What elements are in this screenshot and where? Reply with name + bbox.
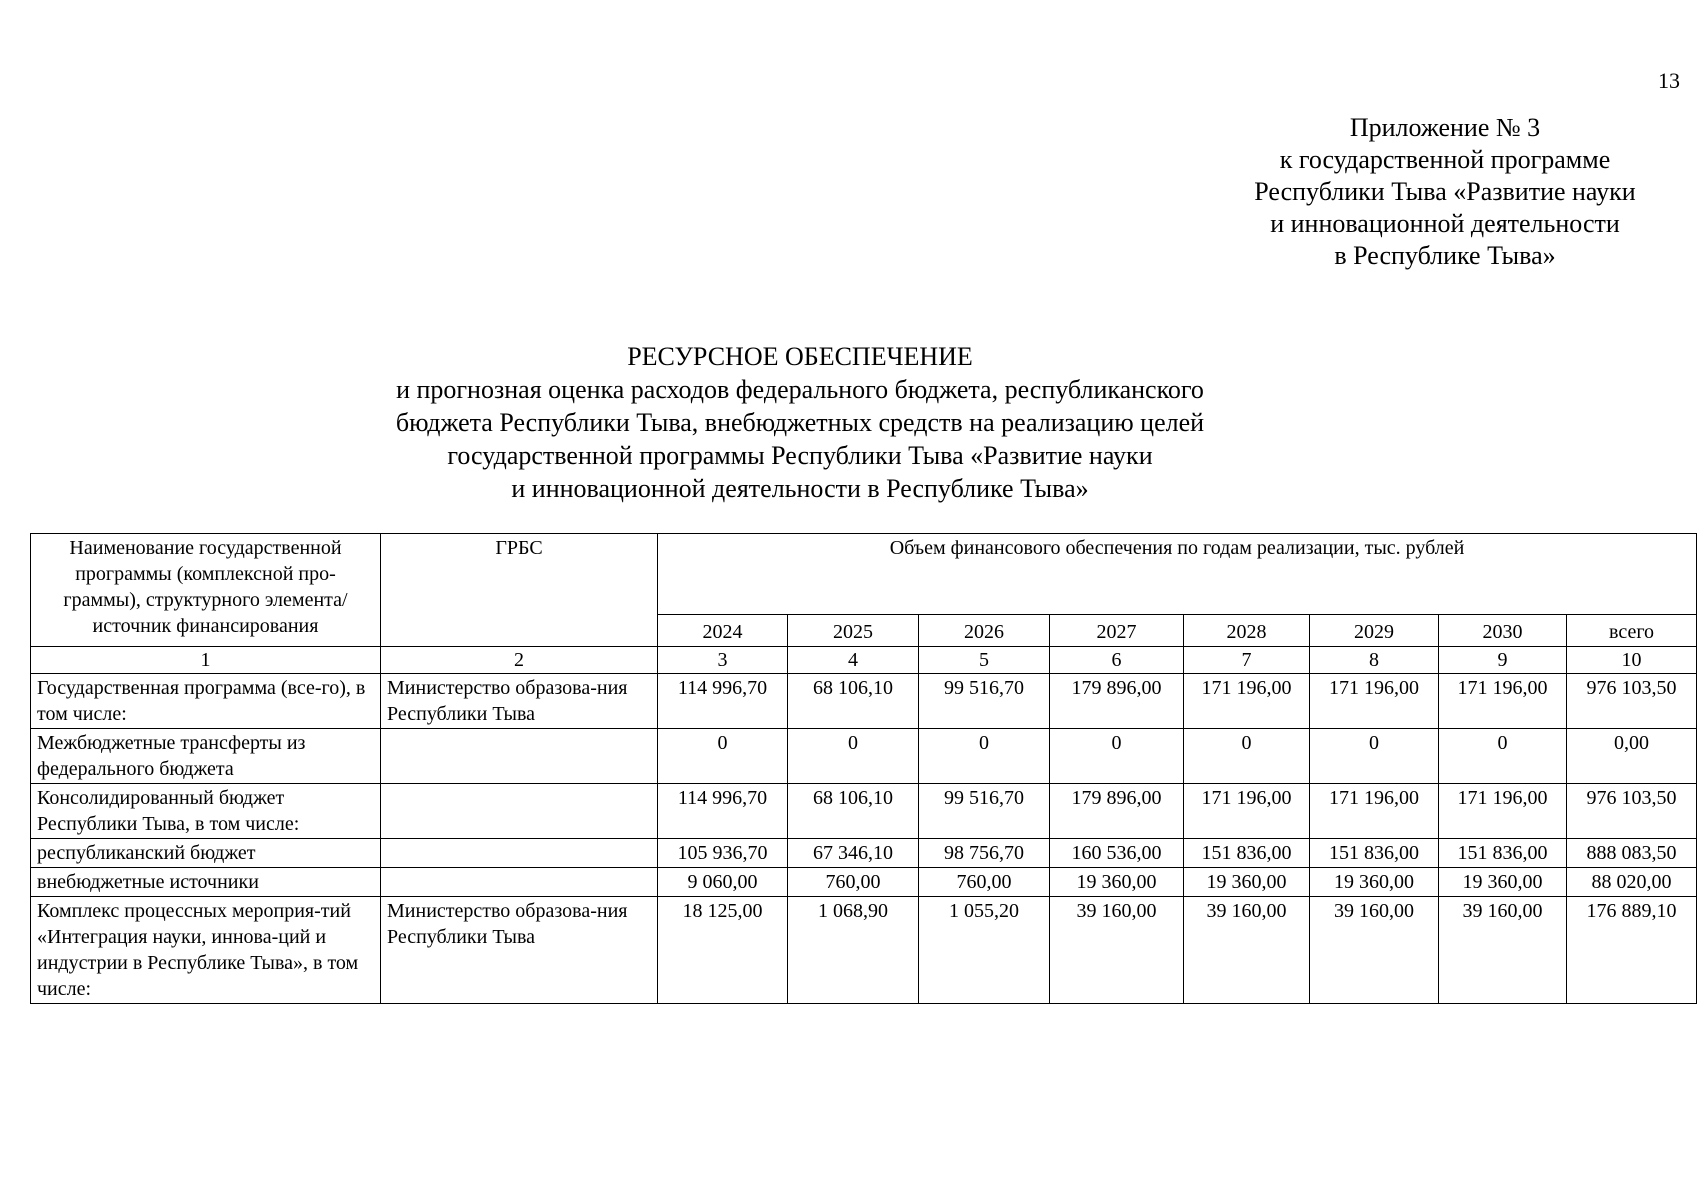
- appendix-line: к государственной программе: [1279, 145, 1611, 174]
- col-number: 6: [1050, 647, 1184, 674]
- row-value: 171 196,00: [1310, 674, 1439, 729]
- column-numbers-row: [31, 647, 1697, 674]
- appendix-caption: [1205, 112, 1685, 272]
- header-year: 2026: [919, 615, 1050, 647]
- header-volume-col: Объем финансового обеспечения по годам реализации, тыс. рублей: [658, 534, 1697, 615]
- row-value: 1 055,20: [919, 897, 1050, 1004]
- row-grbs: Министерство образова-ния Республики Тыва: [381, 674, 658, 729]
- row-value: 0: [919, 729, 1050, 784]
- table-row: [31, 784, 1697, 839]
- document-title: [300, 340, 1300, 505]
- row-grbs: [381, 784, 658, 839]
- row-value: 171 196,00: [1439, 784, 1567, 839]
- col-number: 2: [381, 647, 658, 674]
- row-value: 171 196,00: [1310, 784, 1439, 839]
- row-value: 151 836,00: [1439, 839, 1567, 868]
- row-value: 19 360,00: [1050, 868, 1184, 897]
- col-number: 8: [1310, 647, 1439, 674]
- row-value: 19 360,00: [1439, 868, 1567, 897]
- row-grbs: [381, 839, 658, 868]
- row-value: 760,00: [919, 868, 1050, 897]
- header-year: 2030: [1439, 615, 1567, 647]
- row-value: 171 196,00: [1439, 674, 1567, 729]
- appendix-line: Республики Тыва «Развитие науки: [1254, 177, 1636, 206]
- row-value: 0: [1310, 729, 1439, 784]
- page-number: 13: [1658, 68, 1680, 93]
- title-line: государственной программы Республики Тыва «Развитие науки: [447, 441, 1153, 470]
- table-row: [31, 674, 1697, 729]
- row-value: 67 346,10: [788, 839, 919, 868]
- table-row: [31, 839, 1697, 868]
- row-name: Консолидированный бюджет Республики Тыва, в том числе:: [31, 784, 381, 839]
- row-grbs: [381, 868, 658, 897]
- row-value: 160 536,00: [1050, 839, 1184, 868]
- row-value: 171 196,00: [1184, 674, 1310, 729]
- row-value-total: 176 889,10: [1567, 897, 1697, 1004]
- header-year: 2024: [658, 615, 788, 647]
- row-value: 0: [788, 729, 919, 784]
- row-value: 19 360,00: [1310, 868, 1439, 897]
- appendix-line: и инновационной деятельности: [1270, 209, 1620, 238]
- row-value: 760,00: [788, 868, 919, 897]
- col-number: 5: [919, 647, 1050, 674]
- row-value: 9 060,00: [658, 868, 788, 897]
- row-name: Комплекс процессных мероприя-тий «Интеграция науки, иннова-ций и индустрии в Республике Тыва», в том числе:: [31, 897, 381, 1004]
- row-value: 171 196,00: [1184, 784, 1310, 839]
- row-value-total: 0,00: [1567, 729, 1697, 784]
- row-value: 0: [658, 729, 788, 784]
- row-value: 179 896,00: [1050, 784, 1184, 839]
- header-name-col: Наименование государственной программы (комплексной про-граммы), структурного элемента/ источник финансирования: [31, 534, 381, 647]
- title-line: и инновационной деятельности в Республике Тыва»: [511, 474, 1089, 503]
- row-name: внебюджетные источники: [31, 868, 381, 897]
- col-number: 3: [658, 647, 788, 674]
- title-heading: РЕСУРСНОЕ ОБЕСПЕЧЕНИЕ: [627, 342, 973, 371]
- row-value: 114 996,70: [658, 784, 788, 839]
- row-value: 99 516,70: [919, 674, 1050, 729]
- col-number: 7: [1184, 647, 1310, 674]
- row-value: 1 068,90: [788, 897, 919, 1004]
- header-grbs-col: ГРБС: [381, 534, 658, 647]
- row-value: 114 996,70: [658, 674, 788, 729]
- table-row: [31, 897, 1697, 1004]
- row-name: Государственная программа (все-го), в том числе:: [31, 674, 381, 729]
- row-value: 39 160,00: [1439, 897, 1567, 1004]
- row-value: 18 125,00: [658, 897, 788, 1004]
- col-number: 9: [1439, 647, 1567, 674]
- row-value: 0: [1184, 729, 1310, 784]
- title-line: бюджета Республики Тыва, внебюджетных средств на реализацию целей: [395, 408, 1205, 437]
- header-year: 2027: [1050, 615, 1184, 647]
- row-value-total: 88 020,00: [1567, 868, 1697, 897]
- row-value: 0: [1050, 729, 1184, 784]
- table-row: [31, 868, 1697, 897]
- row-value: 39 160,00: [1184, 897, 1310, 1004]
- header-year: 2028: [1184, 615, 1310, 647]
- row-value: 68 106,10: [788, 674, 919, 729]
- header-year: 2025: [788, 615, 919, 647]
- row-value: 179 896,00: [1050, 674, 1184, 729]
- table-header-row: [31, 534, 1697, 615]
- appendix-line: в Республике Тыва»: [1334, 241, 1556, 270]
- row-value-total: 976 103,50: [1567, 784, 1697, 839]
- row-value-total: 888 083,50: [1567, 839, 1697, 868]
- col-number: 4: [788, 647, 919, 674]
- row-value: 151 836,00: [1310, 839, 1439, 868]
- row-grbs: Министерство образова-ния Республики Тыва: [381, 897, 658, 1004]
- row-name: Межбюджетные трансферты из федерального бюджета: [31, 729, 381, 784]
- col-number: 1: [31, 647, 381, 674]
- row-value: 68 106,10: [788, 784, 919, 839]
- row-value: 19 360,00: [1184, 868, 1310, 897]
- row-value: 98 756,70: [919, 839, 1050, 868]
- resource-table: [30, 533, 1697, 1004]
- row-value: 99 516,70: [919, 784, 1050, 839]
- row-value: 151 836,00: [1184, 839, 1310, 868]
- row-value-total: 976 103,50: [1567, 674, 1697, 729]
- col-number: 10: [1567, 647, 1697, 674]
- header-year: 2029: [1310, 615, 1439, 647]
- row-value: 105 936,70: [658, 839, 788, 868]
- title-line: и прогнозная оценка расходов федерального бюджета, республиканского: [396, 375, 1204, 404]
- row-value: 39 160,00: [1310, 897, 1439, 1004]
- table-row: [31, 729, 1697, 784]
- appendix-line: Приложение № 3: [1349, 113, 1541, 142]
- row-name: республиканский бюджет: [31, 839, 381, 868]
- row-value: 39 160,00: [1050, 897, 1184, 1004]
- row-grbs: [381, 729, 658, 784]
- row-value: 0: [1439, 729, 1567, 784]
- header-year-total: всего: [1567, 615, 1697, 647]
